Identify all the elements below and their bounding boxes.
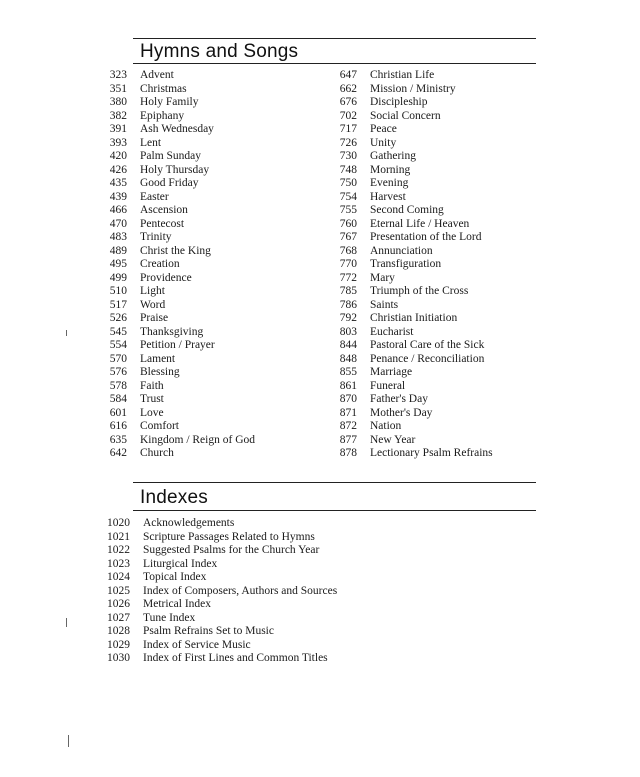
entry-label: Christian Life (370, 69, 435, 81)
hymn-entry (100, 434, 340, 448)
entry-number: 517 (109, 298, 127, 311)
entry-label: Transfiguration (370, 258, 442, 270)
entry-number: 877 (339, 433, 357, 446)
hymn-entry (100, 177, 340, 191)
index-entry (95, 612, 415, 626)
hymns-bottom-rule (133, 63, 536, 64)
hymn-entry (100, 218, 340, 232)
entry-number: 426 (109, 163, 127, 176)
entry-number: 803 (339, 325, 357, 338)
hymn-entry (330, 83, 550, 97)
entry-number: 635 (109, 433, 127, 446)
entry-number: 855 (339, 366, 357, 378)
entry-label: Lectionary Psalm Refrains (370, 447, 493, 459)
index-entry (95, 639, 415, 653)
entry-label: Father's Day (370, 393, 428, 405)
hymns-right-column (330, 69, 550, 461)
entry-number: 726 (339, 136, 357, 149)
hymn-entry (330, 339, 550, 353)
entry-label: Blessing (140, 366, 180, 378)
index-entry (95, 517, 415, 531)
entry-number: 767 (339, 231, 357, 243)
entry-label: Trinity (140, 231, 172, 243)
indexes-list (95, 517, 415, 666)
entry-label: Suggested Psalms for the Church Year (143, 544, 320, 556)
entry-number: 435 (109, 177, 127, 189)
entry-label: Gathering (370, 150, 416, 162)
index-entry (95, 585, 415, 599)
entry-label: Easter (140, 190, 169, 203)
entry-label: Mary (370, 271, 395, 284)
index-entry (95, 558, 415, 572)
hymn-entry (100, 69, 340, 83)
entry-number: 439 (109, 190, 127, 203)
entry-number: 351 (109, 82, 127, 95)
entry-label: Lent (140, 136, 162, 149)
entry-number: 510 (109, 285, 127, 297)
entry-number: 576 (109, 366, 127, 378)
entry-label: Annunciation (370, 244, 433, 257)
entry-number: 647 (339, 69, 357, 81)
hymn-entry (330, 177, 550, 191)
entry-label: Metrical Index (143, 598, 212, 610)
index-entry (95, 598, 415, 612)
entry-number: 785 (339, 285, 357, 297)
entry-number: 1023 (107, 557, 130, 570)
entry-number: 1027 (107, 611, 130, 624)
hymn-entry (330, 137, 550, 151)
entry-number: 717 (339, 123, 357, 135)
entry-label: Saints (370, 298, 399, 311)
entry-label: Holy Family (140, 96, 199, 108)
indexes-top-rule (133, 482, 536, 483)
entry-number: 872 (339, 420, 357, 432)
hymn-entry (330, 258, 550, 272)
entry-number: 878 (339, 447, 357, 459)
indexes-bottom-rule (133, 510, 536, 511)
hymn-entry (100, 191, 340, 205)
entry-label: Advent (140, 69, 174, 81)
entry-number: 1021 (107, 530, 130, 543)
hymn-entry (100, 366, 340, 380)
entry-number: 466 (109, 204, 127, 216)
index-entry (95, 544, 415, 558)
entry-number: 1030 (107, 652, 130, 664)
hymn-entry (100, 326, 340, 340)
hymn-entry (100, 123, 340, 137)
entry-label: Liturgical Index (143, 557, 218, 570)
entry-label: Triumph of the Cross (370, 285, 469, 297)
entry-number: 772 (339, 271, 357, 284)
hymn-entry (330, 204, 550, 218)
entry-number: 601 (109, 406, 127, 419)
entry-number: 848 (339, 352, 357, 365)
entry-number: 382 (109, 109, 127, 122)
hymn-entry (330, 434, 550, 448)
hymn-entry (330, 110, 550, 124)
hymn-entry (100, 110, 340, 124)
entry-label: Light (140, 285, 165, 297)
entry-number: 1020 (107, 517, 130, 529)
entry-number: 861 (339, 379, 357, 392)
entry-label: Tune Index (143, 611, 196, 624)
entry-number: 526 (109, 312, 127, 324)
entry-number: 545 (109, 325, 127, 338)
hymns-top-rule (133, 38, 536, 39)
entry-number: 755 (339, 204, 357, 216)
entry-number: 570 (109, 352, 127, 365)
entry-number: 760 (339, 217, 357, 230)
hymn-entry (100, 96, 340, 110)
entry-label: Good Friday (140, 177, 199, 189)
entry-number: 1028 (107, 625, 130, 637)
hymn-entry (100, 137, 340, 151)
hymn-entry (100, 150, 340, 164)
hymn-entry (100, 231, 340, 245)
entry-label: Pastoral Care of the Sick (370, 339, 485, 351)
entry-number: 616 (109, 420, 127, 432)
entry-number: 495 (109, 258, 127, 270)
entry-number: 754 (339, 190, 357, 203)
entry-number: 792 (339, 312, 357, 324)
entry-label: Love (140, 406, 164, 419)
entry-label: Lament (140, 352, 176, 365)
hymn-entry (330, 420, 550, 434)
entry-label: Presentation of the Lord (370, 231, 482, 243)
entry-label: Mission / Ministry (370, 82, 456, 95)
entry-number: 1026 (107, 598, 130, 610)
entry-label: Palm Sunday (140, 150, 202, 162)
hymn-entry (100, 339, 340, 353)
entry-number: 323 (109, 69, 127, 81)
scan-mark (66, 330, 67, 336)
hymn-entry (330, 447, 550, 461)
entry-number: 578 (109, 379, 127, 392)
entry-label: Harvest (370, 190, 406, 203)
entry-number: 871 (339, 406, 357, 419)
entry-label: Epiphany (140, 109, 185, 122)
entry-number: 1025 (107, 584, 130, 597)
hymn-entry (100, 447, 340, 461)
entry-number: 642 (109, 447, 127, 459)
entry-number: 870 (339, 393, 357, 405)
entry-label: Eucharist (370, 325, 414, 338)
entry-number: 730 (339, 150, 357, 162)
entry-label: Index of First Lines and Common Titles (143, 652, 328, 664)
entry-number: 584 (109, 393, 127, 405)
hymn-entry (330, 164, 550, 178)
scan-mark (66, 618, 67, 627)
entry-number: 770 (339, 258, 357, 270)
hymn-entry (330, 380, 550, 394)
entry-label: Index of Composers, Authors and Sources (143, 584, 338, 597)
entry-number: 420 (109, 150, 127, 162)
indexes-section-title: Indexes (140, 487, 208, 508)
entry-number: 489 (109, 244, 127, 257)
index-entry (95, 652, 415, 666)
scan-mark (68, 735, 69, 747)
hymn-entry (330, 407, 550, 421)
hymn-entry (330, 272, 550, 286)
entry-number: 662 (339, 82, 357, 95)
entry-number: 786 (339, 298, 357, 311)
entry-number: 844 (339, 339, 357, 351)
index-entry (95, 531, 415, 545)
entry-label: Social Concern (370, 109, 441, 122)
entry-number: 499 (109, 271, 127, 284)
entry-label: Pentecost (140, 217, 185, 230)
entry-label: Peace (370, 123, 397, 135)
hymn-entry (100, 164, 340, 178)
hymn-entry (100, 312, 340, 326)
hymn-entry (100, 204, 340, 218)
entry-label: Penance / Reconciliation (370, 352, 485, 365)
entry-number: 1024 (107, 571, 130, 583)
hymn-entry (330, 123, 550, 137)
hymn-entry (330, 218, 550, 232)
entry-label: Morning (370, 163, 411, 176)
hymn-entry (330, 245, 550, 259)
entry-label: Index of Service Music (143, 638, 251, 651)
entry-label: Eternal Life / Heaven (370, 217, 470, 230)
entry-number: 1029 (107, 638, 130, 651)
entry-label: Evening (370, 177, 409, 189)
entry-label: Unity (370, 136, 397, 149)
entry-number: 676 (339, 96, 357, 108)
entry-label: Topical Index (143, 571, 207, 583)
entry-label: Kingdom / Reign of God (140, 433, 255, 446)
entry-label: Nation (370, 420, 402, 432)
entry-label: Ascension (140, 204, 188, 216)
hymn-entry (330, 96, 550, 110)
entry-label: Mother's Day (370, 406, 433, 419)
entry-label: Trust (140, 393, 164, 405)
hymn-entry (330, 326, 550, 340)
entry-label: Psalm Refrains Set to Music (143, 625, 274, 637)
hymn-entry (330, 191, 550, 205)
hymn-entry (100, 285, 340, 299)
hymn-entry (100, 258, 340, 272)
entry-number: 391 (109, 123, 127, 135)
entry-label: Scripture Passages Related to Hymns (143, 530, 315, 543)
entry-number: 1022 (107, 544, 130, 556)
entry-label: Creation (140, 258, 180, 270)
entry-label: Christmas (140, 82, 187, 95)
hymns-section-title: Hymns and Songs (140, 41, 299, 62)
entry-label: Funeral (370, 379, 406, 392)
entry-label: Marriage (370, 366, 413, 378)
entry-number: 554 (109, 339, 127, 351)
hymn-entry (100, 380, 340, 394)
hymn-entry (100, 272, 340, 286)
entry-number: 702 (339, 109, 357, 122)
hymns-left-column (100, 69, 340, 461)
hymn-entry (330, 285, 550, 299)
entry-label: Church (140, 447, 174, 459)
entry-label: Ash Wednesday (140, 123, 214, 135)
entry-label: Acknowledgements (143, 517, 235, 529)
hymn-entry (100, 353, 340, 367)
hymn-entry (330, 150, 550, 164)
entry-label: Second Coming (370, 204, 444, 216)
hymn-entry (100, 407, 340, 421)
hymn-entry (330, 69, 550, 83)
entry-number: 750 (339, 177, 357, 189)
entry-label: Thanksgiving (140, 325, 204, 338)
hymn-entry (330, 299, 550, 313)
entry-number: 380 (109, 96, 127, 108)
hymn-entry (330, 231, 550, 245)
hymn-entry (330, 312, 550, 326)
entry-label: Christian Initiation (370, 312, 458, 324)
hymn-entry (100, 83, 340, 97)
entry-number: 748 (339, 163, 357, 176)
entry-label: New Year (370, 433, 416, 446)
entry-label: Providence (140, 271, 192, 284)
index-entry (95, 571, 415, 585)
hymn-entry (100, 420, 340, 434)
entry-number: 393 (109, 136, 127, 149)
entry-number: 470 (109, 217, 127, 230)
entry-label: Word (140, 298, 166, 311)
hymn-entry (330, 366, 550, 380)
index-entry (95, 625, 415, 639)
entry-number: 768 (339, 244, 357, 257)
entry-label: Christ the King (140, 244, 211, 257)
entry-label: Faith (140, 379, 164, 392)
hymn-entry (330, 393, 550, 407)
entry-number: 483 (109, 231, 127, 243)
entry-label: Petition / Prayer (140, 339, 215, 351)
entry-label: Discipleship (370, 96, 428, 108)
hymn-entry (100, 245, 340, 259)
entry-label: Comfort (140, 420, 179, 432)
entry-label: Praise (140, 312, 169, 324)
hymn-entry (100, 393, 340, 407)
hymn-entry (330, 353, 550, 367)
hymn-entry (100, 299, 340, 313)
entry-label: Holy Thursday (140, 163, 210, 176)
